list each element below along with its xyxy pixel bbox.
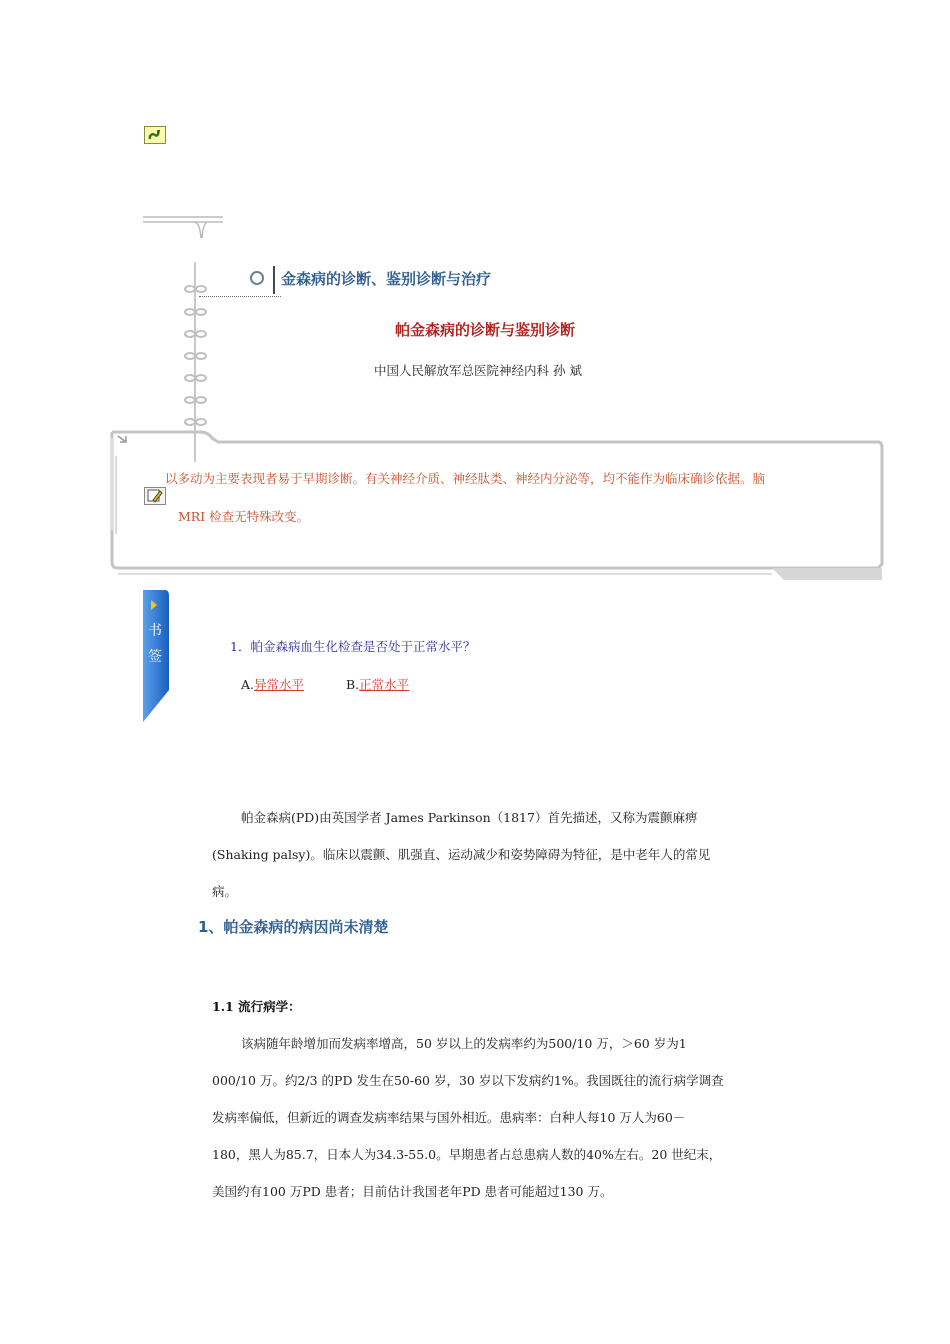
sub-heading: 1.1 流行病学： <box>212 999 301 1014</box>
decorative-rule <box>143 214 225 240</box>
circle-bullet-icon <box>250 271 264 285</box>
section-title: 帕金森病的诊断与鉴别诊断 <box>395 321 576 339</box>
author-line: 中国人民解放军总医院神经内科 孙 斌 <box>374 363 582 378</box>
edit-note-icon[interactable] <box>144 487 166 505</box>
body-line: 180，黑人为85.7，日本人为34.3-55.0。早期患者占总患病人数的40%左右。20 世纪末， <box>212 1147 722 1162</box>
intro-line: 病。 <box>212 884 238 899</box>
note-text: 以多动为主要表现者易于早期诊断。有关神经介质、神经肽类、神经内分泌等，均不能作为临床确诊依据。脑 <box>165 471 766 486</box>
note-text: MRI 检查无特殊改变。 <box>178 509 310 524</box>
body-line: 美国约有100 万PD 患者；目前估计我国老年PD 患者可能超过130 万。 <box>212 1184 613 1199</box>
intro-line: 帕金森病(PD)由英国学者 James Parkinson（1817）首先描述，又称为震颤麻痹 <box>241 810 698 825</box>
dotted-connector <box>199 296 281 297</box>
title-divider <box>273 266 275 294</box>
option-b-link[interactable]: 正常水平 <box>359 677 410 692</box>
body-line: 该病随年龄增加而发病率增高，50 岁以上的发病率约为500/10 万，＞60 岁为1 <box>241 1036 687 1051</box>
quiz-option-b[interactable]: B.正常水平 <box>346 677 410 692</box>
section-heading: 1、帕金森病的病因尚未清楚 <box>198 918 389 936</box>
bookmark-label: 书 签 <box>148 623 162 665</box>
intro-line: (Shaking palsy)。临床以震颤、肌强直、运动减少和姿势障碍为特征，是中老年人的常见 <box>212 847 711 862</box>
quiz-option-a[interactable]: A.异常水平 <box>241 677 305 692</box>
body-line: 000/10 万。约2/3 的PD 发生在50-60 岁，30 岁以下发病约1%。我国既往的流行病学调查 <box>212 1073 724 1088</box>
pencil-icon[interactable] <box>144 126 166 144</box>
chapter-title: 金森病的诊断、鉴别诊断与治疗 <box>281 270 492 288</box>
quiz-question: 1．帕金森病血生化检查是否处于正常水平？ <box>230 639 476 654</box>
body-line: 发病率偏低，但新近的调查发病率结果与国外相近。患病率：白种人每10 万人为60－ <box>212 1110 686 1125</box>
option-a-link[interactable]: 异常水平 <box>254 677 305 692</box>
